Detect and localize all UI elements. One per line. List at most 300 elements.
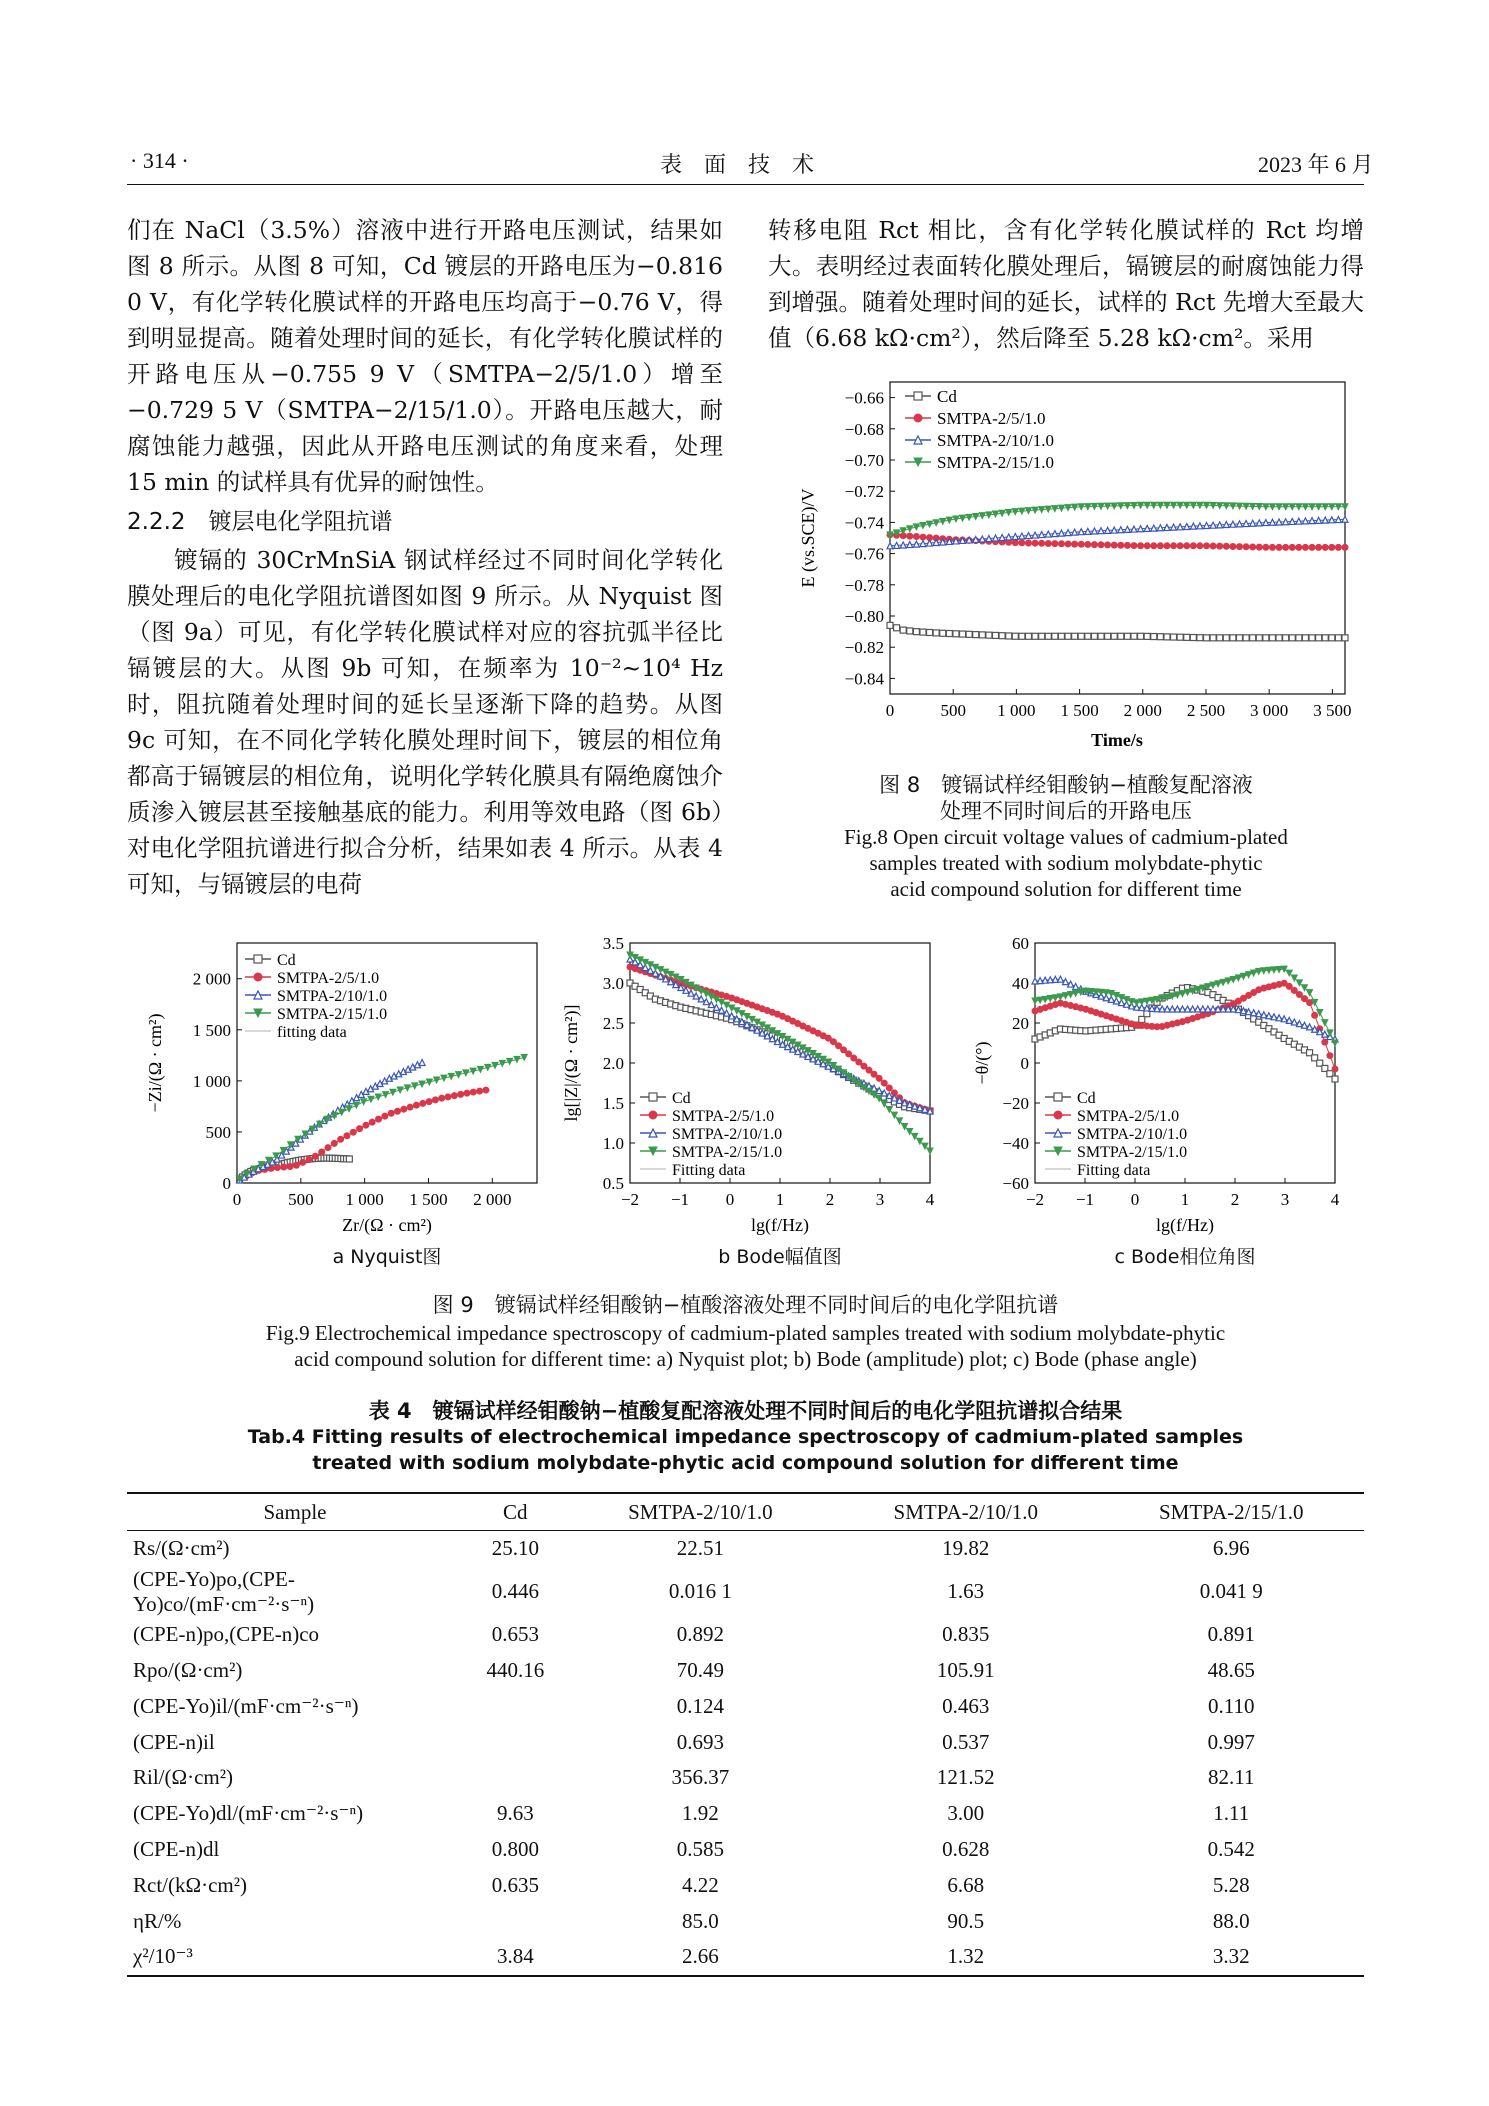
x-tick-label: 2 000	[473, 1190, 512, 1209]
table-row	[127, 1724, 1364, 1760]
data-point	[1091, 633, 1097, 639]
data-point	[1251, 970, 1257, 976]
data-point	[1302, 635, 1308, 641]
fig9a-chart	[135, 935, 555, 1275]
data-point	[1164, 524, 1170, 530]
data-point	[1184, 523, 1190, 529]
x-tick-label: −2	[620, 1190, 640, 1209]
data-point	[477, 1088, 483, 1094]
legend-label: SMTPA-2/10/1.0	[937, 431, 1054, 450]
y-tick-label: −0.68	[844, 419, 884, 439]
data-point	[1058, 530, 1064, 536]
caption-en: Tab.4 Fitting results of electrochemical impedance spectroscopy of cadmium-plated samples	[247, 1426, 1244, 1448]
table-cell: 48.65	[1207, 1657, 1255, 1682]
data-point	[1312, 1012, 1318, 1018]
data-point	[724, 1010, 730, 1016]
data-point	[1012, 540, 1018, 546]
data-point	[1225, 978, 1231, 984]
y-tick-label: 3.0	[602, 974, 624, 993]
data-point	[445, 1094, 451, 1100]
data-point	[1204, 543, 1210, 549]
y-tick-label: 500	[205, 1122, 231, 1142]
legend-marker	[914, 392, 922, 400]
data-point	[306, 1157, 312, 1163]
data-point	[719, 1007, 725, 1013]
data-point	[363, 1122, 369, 1128]
data-point	[432, 1097, 438, 1103]
data-point	[1223, 522, 1229, 528]
x-tick-label: 0	[232, 1190, 242, 1209]
data-point	[1302, 518, 1308, 524]
y-axis-label: −Zi/(Ω · cm²)	[145, 1013, 165, 1113]
data-point	[1327, 1030, 1333, 1036]
table-row	[127, 1531, 1364, 1567]
data-point	[1322, 1031, 1328, 1037]
data-point	[1329, 544, 1335, 550]
data-point	[470, 1089, 476, 1095]
data-point	[420, 1100, 426, 1106]
data-point	[920, 534, 926, 540]
data-point	[993, 535, 999, 541]
data-point	[1332, 1040, 1338, 1046]
table-row	[127, 1617, 1364, 1653]
section-title: 镀层电化学阻抗谱	[208, 509, 393, 535]
row-label: (CPE-n)il	[133, 1729, 215, 1754]
data-point	[1302, 544, 1308, 550]
data-point	[1052, 531, 1058, 537]
row-label: Rpo/(Ω·cm²)	[133, 1657, 243, 1682]
data-point	[1283, 635, 1289, 641]
table-cell: 6.96	[1212, 1536, 1250, 1561]
y-axis-label: lg[|Z|/(Ω · cm²)]	[561, 1004, 581, 1122]
data-point	[986, 535, 992, 541]
legend-marker	[1054, 1093, 1062, 1101]
caption-cn: 图 8 镀镉试样经钼酸钠−植酸复配溶液	[879, 773, 1253, 797]
data-point	[1124, 542, 1130, 548]
row-label: (CPE-Yo)po,(CPE-Yo)co/(mF·cm⁻²·s⁻ⁿ)	[133, 1566, 315, 1616]
table-row	[127, 1939, 1364, 1976]
data-point	[1098, 542, 1104, 548]
paragraph: 转移电阻 Rct 相比，含有化学转化膜试样的 Rct 均增大。表明经过表面转化膜处理后，镉镀层的耐腐蚀能力得到增强。随着处理时间的延长，试样的 Rct 先增大至最大值（6.68 kΩ·cm²），然后降至 5.28 kΩ·cm²。采用	[768, 216, 1364, 352]
data-point	[688, 990, 694, 996]
data-point	[1105, 633, 1111, 639]
data-point	[1057, 976, 1063, 982]
data-point	[1322, 544, 1328, 550]
data-point	[1342, 635, 1348, 641]
data-point	[1039, 633, 1045, 639]
data-point	[1085, 633, 1091, 639]
data-point	[357, 1126, 363, 1132]
data-point	[953, 631, 959, 637]
data-point	[464, 1090, 470, 1096]
data-point	[1263, 544, 1269, 550]
data-point	[1045, 633, 1051, 639]
table-cell: 70.49	[676, 1657, 724, 1682]
data-point	[1078, 541, 1084, 547]
data-point	[1105, 542, 1111, 548]
data-point	[1251, 1010, 1257, 1016]
y-tick-label: −0.82	[844, 638, 884, 658]
legend-label: fitting data	[277, 1024, 347, 1041]
data-point	[1098, 528, 1104, 534]
x-tick-label: 3	[1280, 1190, 1290, 1209]
data-point	[1217, 522, 1223, 528]
caption-cn: 表 4 镀镉试样经钼酸钠−植酸复配溶液处理不同时间后的电化学阻抗谱拟合结果	[368, 1399, 1123, 1423]
legend-label: SMTPA-2/10/1.0	[277, 988, 388, 1005]
data-point	[946, 631, 952, 637]
data-point	[907, 533, 913, 539]
table-cell: 1.32	[833, 1939, 1098, 1976]
data-point	[1217, 543, 1223, 549]
data-point	[338, 1136, 344, 1142]
table-cell: 0.537	[942, 1729, 990, 1754]
y-tick-label: 2 000	[192, 969, 231, 989]
data-point	[693, 993, 699, 999]
data-point	[960, 631, 966, 637]
data-point	[1210, 982, 1216, 988]
data-point	[350, 1129, 356, 1135]
y-tick-label: −0.76	[844, 544, 884, 564]
data-point	[1236, 521, 1242, 527]
data-point	[940, 630, 946, 636]
section-heading	[127, 504, 723, 540]
column-header: SMTPA-2/10/1.0	[833, 1493, 1098, 1531]
data-point	[1281, 1016, 1287, 1022]
data-point	[846, 1051, 852, 1057]
series-line	[890, 505, 1345, 535]
data-point	[900, 542, 906, 548]
data-point	[1250, 520, 1256, 526]
data-point	[1301, 1022, 1307, 1028]
table-cell: 3.00	[947, 1801, 985, 1826]
data-point	[451, 1093, 457, 1099]
data-point	[1309, 544, 1315, 550]
data-point	[979, 632, 985, 638]
legend-label: SMTPA-2/5/1.0	[672, 1108, 775, 1125]
x-tick-label: 1	[775, 1190, 785, 1209]
data-point	[1111, 527, 1117, 533]
caption-cn: 处理不同时间后的开路电压	[940, 799, 1192, 823]
data-point	[1052, 633, 1058, 639]
data-point	[361, 1099, 367, 1105]
data-point	[1157, 525, 1163, 531]
data-point	[485, 1064, 491, 1070]
x-tick-label: 0	[885, 701, 895, 720]
data-point	[1261, 1012, 1267, 1018]
data-point	[973, 632, 979, 638]
row-label: Rs/(Ω·cm²)	[133, 1536, 230, 1561]
data-point	[1006, 534, 1012, 540]
data-point	[1098, 633, 1104, 639]
y-tick-label: −20	[1002, 1094, 1029, 1113]
data-point	[1144, 633, 1150, 639]
legend-marker	[914, 414, 922, 422]
data-point	[1236, 544, 1242, 550]
header-rule	[127, 184, 1364, 185]
data-point	[483, 1087, 489, 1093]
table4	[127, 1492, 1364, 1977]
x-tick-label: −2	[1025, 1190, 1045, 1209]
fig9a-subcaption: a Nyquist图	[332, 1246, 442, 1268]
data-point	[1322, 517, 1328, 523]
data-point	[1296, 1021, 1302, 1027]
data-point	[1111, 542, 1117, 548]
table-row	[127, 1832, 1364, 1868]
legend-label: SMTPA-2/5/1.0	[937, 409, 1046, 428]
left-column	[127, 212, 723, 902]
legend-label: SMTPA-2/10/1.0	[1077, 1126, 1188, 1143]
data-point	[683, 987, 689, 993]
data-point	[1131, 633, 1137, 639]
legend-label: SMTPA-2/15/1.0	[277, 1006, 388, 1023]
data-point	[698, 996, 704, 1002]
data-point	[907, 628, 913, 634]
row-label: (CPE-n)dl	[133, 1836, 220, 1861]
caption-en: samples treated with sodium molybdate-phytic	[869, 851, 1263, 875]
data-point	[1217, 635, 1223, 641]
table-cell: 25.10	[491, 1536, 539, 1561]
legend-marker	[649, 1093, 657, 1101]
y-tick-label: −0.74	[844, 513, 884, 533]
data-point	[1124, 633, 1130, 639]
data-point	[413, 1102, 419, 1108]
data-point	[1266, 1013, 1272, 1019]
table-cell: 0.693	[676, 1729, 724, 1754]
y-tick-label: −40	[1002, 1134, 1029, 1153]
data-point	[1276, 635, 1282, 641]
data-point	[1012, 633, 1018, 639]
data-point	[1256, 544, 1262, 550]
column-header: SMTPA-2/10/1.0	[568, 1493, 833, 1531]
table-row	[127, 1867, 1364, 1903]
x-tick-label: 2	[1230, 1190, 1240, 1209]
x-tick-label: 3 500	[1313, 701, 1352, 720]
data-point	[900, 627, 906, 633]
data-point	[325, 1145, 331, 1151]
data-point	[1263, 635, 1269, 641]
data-point	[1309, 518, 1315, 524]
data-point	[412, 1083, 418, 1089]
data-point	[346, 1156, 352, 1162]
data-point	[1177, 543, 1183, 549]
data-point	[1342, 516, 1348, 522]
journal-title: 表 面 技 术	[660, 152, 815, 177]
data-point	[886, 1085, 892, 1091]
x-tick-label: 500	[288, 1190, 314, 1209]
fig9-caption	[127, 1292, 1364, 1372]
data-point	[927, 540, 933, 546]
data-point	[871, 1071, 877, 1077]
data-point	[1296, 544, 1302, 550]
fig8-chart	[760, 360, 1360, 760]
data-point	[1204, 522, 1210, 528]
data-point	[507, 1058, 513, 1064]
y-tick-label: −0.78	[844, 575, 884, 595]
data-point	[458, 1091, 464, 1097]
table-cell: 0.016 1	[668, 1579, 732, 1604]
data-point	[887, 622, 893, 628]
data-point	[851, 1055, 857, 1061]
table-cell: 0.041 9	[1199, 1579, 1263, 1604]
page-number: · 314 ·	[130, 148, 189, 173]
data-point	[881, 1080, 887, 1086]
data-point	[1332, 1066, 1338, 1072]
data-point	[1301, 996, 1307, 1002]
data-point	[300, 1159, 306, 1165]
data-point	[841, 1047, 847, 1053]
data-point	[856, 1059, 862, 1065]
data-point	[1085, 541, 1091, 547]
table-cell: 2.66	[568, 1939, 833, 1976]
data-point	[1091, 528, 1097, 534]
data-point	[1263, 520, 1269, 526]
y-tick-label: −0.84	[844, 669, 884, 689]
legend-label: Fitting data	[1077, 1162, 1151, 1179]
data-point	[1335, 517, 1341, 523]
y-tick-label: −0.72	[844, 482, 884, 502]
table-cell: 0.800	[491, 1836, 539, 1861]
table-cell: 5.28	[1212, 1872, 1250, 1897]
data-point	[1032, 540, 1038, 546]
data-point	[973, 536, 979, 542]
fig8-caption	[768, 772, 1364, 902]
legend-marker	[1054, 1111, 1062, 1119]
x-tick-label: −1	[1075, 1190, 1095, 1209]
data-point	[830, 1039, 836, 1045]
table-row	[127, 1760, 1364, 1796]
data-point	[933, 630, 939, 636]
data-point	[419, 1059, 425, 1065]
y-tick-label: 1 000	[192, 1071, 231, 1091]
data-point	[1286, 983, 1292, 989]
data-point	[1085, 528, 1091, 534]
data-point	[1078, 529, 1084, 535]
data-point	[1065, 530, 1071, 536]
data-point	[1204, 635, 1210, 641]
x-tick-label: 1	[1180, 1190, 1190, 1209]
data-point	[514, 1056, 520, 1062]
data-point	[1118, 542, 1124, 548]
data-point	[1171, 543, 1177, 549]
data-point	[729, 1013, 735, 1019]
data-point	[1342, 544, 1348, 550]
caption-en: acid compound solution for different time	[890, 877, 1242, 901]
data-point	[319, 1149, 325, 1155]
table-cell: 19.82	[942, 1536, 990, 1561]
data-point	[407, 1104, 413, 1110]
table-cell: 0.110	[1208, 1693, 1255, 1718]
y-tick-label: 1.5	[602, 1094, 624, 1113]
x-axis-label: Zr/(Ω · cm²)	[342, 1215, 432, 1235]
x-tick-label: 0	[1130, 1190, 1140, 1209]
data-point	[1065, 633, 1071, 639]
table-cell: 0.542	[1207, 1836, 1255, 1861]
row-label: Rct/(kΩ·cm²)	[133, 1872, 248, 1897]
y-tick-label: 1.0	[602, 1134, 624, 1153]
data-point	[1164, 634, 1170, 640]
legend-marker	[254, 955, 262, 963]
column-header: SMTPA-2/15/1.0	[1099, 1493, 1364, 1531]
legend-label: Cd	[672, 1090, 691, 1107]
data-point	[1138, 633, 1144, 639]
x-tick-label: 1 500	[1060, 701, 1099, 720]
x-tick-label: 500	[940, 701, 966, 720]
legend-label: SMTPA-2/5/1.0	[277, 970, 380, 987]
x-tick-label: 3	[875, 1190, 885, 1209]
y-tick-label: 40	[1012, 974, 1029, 993]
data-point	[979, 536, 985, 542]
data-point	[1131, 543, 1137, 549]
legend-marker	[254, 973, 262, 981]
x-tick-label: 2 000	[1123, 701, 1162, 720]
data-point	[1019, 633, 1025, 639]
data-point	[1045, 531, 1051, 537]
data-point	[344, 1133, 350, 1139]
table-cell: 9.63	[496, 1801, 534, 1826]
data-point	[312, 1153, 318, 1159]
data-point	[1184, 634, 1190, 640]
data-point	[913, 541, 919, 547]
table-cell: 0.892	[676, 1622, 724, 1647]
row-label: Ril/(Ω·cm²)	[133, 1765, 234, 1790]
data-point	[1289, 635, 1295, 641]
data-point	[1058, 633, 1064, 639]
table-cell: 82.11	[1208, 1765, 1255, 1790]
x-tick-label: 2	[825, 1190, 835, 1209]
data-point	[1276, 519, 1282, 525]
data-point	[1235, 975, 1241, 981]
table-cell: 6.68	[947, 1872, 985, 1897]
legend-label: Cd	[1077, 1090, 1096, 1107]
data-point	[1307, 1000, 1313, 1006]
table-cell: 0.635	[491, 1872, 539, 1897]
row-label: ηR/%	[133, 1908, 182, 1933]
table-cell: 0.446	[491, 1579, 539, 1604]
data-point	[1223, 635, 1229, 641]
data-point	[1243, 635, 1249, 641]
data-point	[1058, 541, 1064, 547]
data-point	[891, 1095, 897, 1101]
data-point	[927, 1148, 933, 1154]
data-point	[1230, 635, 1236, 641]
data-point	[866, 1067, 872, 1073]
y-axis-label: E (vs.SCE)/V	[798, 488, 818, 588]
table4-caption	[127, 1398, 1364, 1476]
data-point	[1118, 633, 1124, 639]
data-point	[1335, 635, 1341, 641]
table-cell: 0.124	[676, 1693, 724, 1718]
row-label: χ²/10⁻³	[127, 1939, 463, 1976]
caption-en: Fig.8 Open circuit voltage values of cadmium-plated	[844, 825, 1288, 849]
data-point	[920, 541, 926, 547]
data-point	[1171, 634, 1177, 640]
data-point	[1316, 544, 1322, 550]
data-point	[861, 1063, 867, 1069]
data-point	[1006, 633, 1012, 639]
data-point	[1025, 633, 1031, 639]
data-point	[492, 1062, 498, 1068]
data-point	[346, 1106, 352, 1112]
data-point	[1039, 532, 1045, 538]
data-point	[426, 1079, 432, 1085]
data-point	[1072, 541, 1078, 547]
data-point	[1230, 976, 1236, 982]
table-cell: 90.5	[947, 1908, 985, 1933]
legend-label: Cd	[937, 387, 957, 406]
data-point	[1124, 526, 1130, 532]
data-point	[1157, 634, 1163, 640]
right-column	[768, 212, 1364, 356]
